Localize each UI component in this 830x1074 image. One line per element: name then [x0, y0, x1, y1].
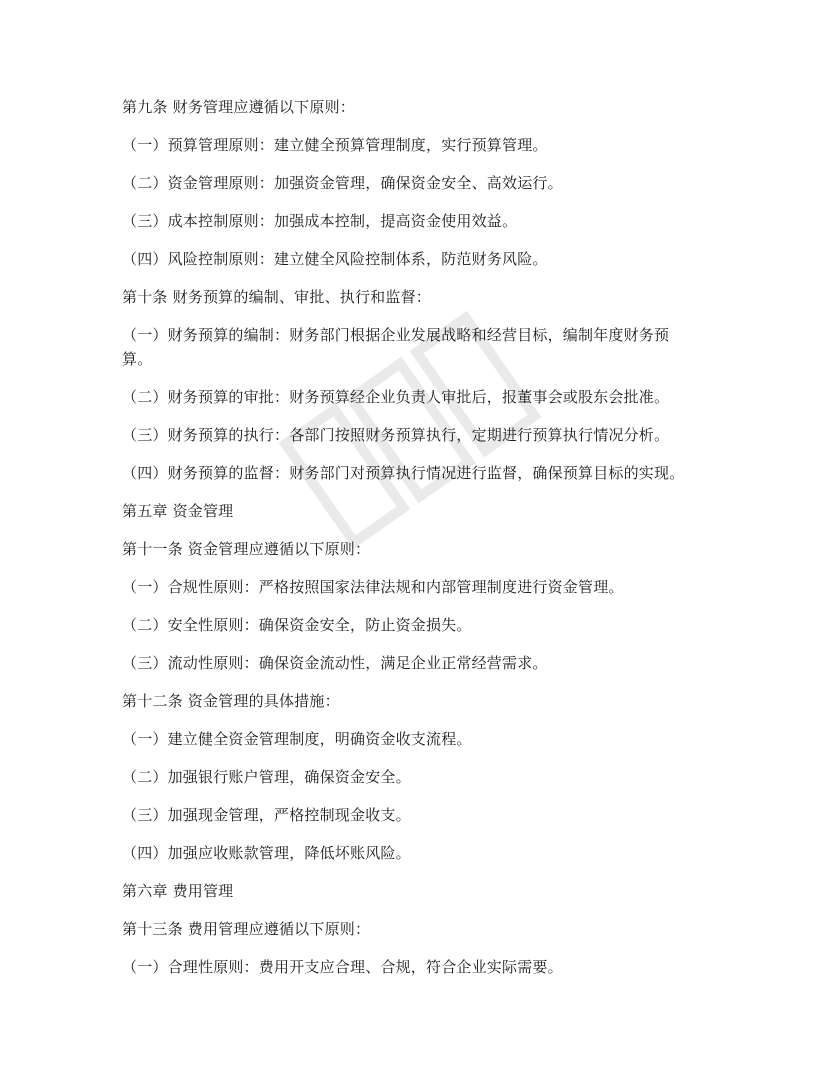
article-10-item-2: （二）财务预算的审批：财务预算经企业负责人审批后，报董事会或股东会批准。	[122, 388, 670, 406]
article-12-heading: 第十二条 资金管理的具体措施：	[122, 692, 340, 710]
chapter-5-heading: 第五章 资金管理	[122, 502, 234, 520]
article-11-item-2: （二）安全性原则：确保资金安全，防止资金损失。	[122, 616, 472, 634]
article-11-item-3: （三）流动性原则：确保资金流动性，满足企业正常经营需求。	[122, 654, 548, 672]
article-9-item-3: （三）成本控制原则：加强成本控制，提高资金使用效益。	[122, 212, 518, 230]
article-13-heading: 第十三条 费用管理应遵循以下原则：	[122, 920, 371, 938]
article-12-item-1: （一）建立健全资金管理制度，明确资金收支流程。	[122, 730, 472, 748]
article-9-item-2: （二）资金管理原则：加强资金管理，确保资金安全、高效运行。	[122, 174, 563, 192]
article-12-item-3: （三）加强现金管理，严格控制现金收支。	[122, 806, 411, 824]
chapter-6-heading: 第六章 费用管理	[122, 882, 234, 900]
article-9-item-1: （一）预算管理原则：建立健全预算管理制度，实行预算管理。	[122, 136, 548, 154]
article-10-item-1-cont: 算。	[122, 350, 153, 368]
article-10-heading: 第十条 财务预算的编制、审批、执行和监督：	[122, 288, 431, 306]
article-12-item-4: （四）加强应收账款管理，降低坏账风险。	[122, 844, 411, 862]
article-10-item-3: （三）财务预算的执行：各部门按照财务预算执行，定期进行预算执行情况分析。	[122, 426, 670, 444]
article-13-item-1: （一）合理性原则：费用开支应合理、合规，符合企业实际需要。	[122, 958, 563, 976]
article-10-item-4: （四）财务预算的监督：财务部门对预算执行情况进行监督，确保预算目标的实现。	[122, 464, 685, 482]
article-9-heading: 第九条 财务管理应遵循以下原则：	[122, 98, 355, 116]
article-9-item-4: （四）风险控制原则：建立健全风险控制体系，防范财务风险。	[122, 250, 548, 268]
article-12-item-2: （二）加强银行账户管理，确保资金安全。	[122, 768, 411, 786]
article-11-heading: 第十一条 资金管理应遵循以下原则：	[122, 540, 371, 558]
article-10-item-1: （一）财务预算的编制：财务部门根据企业发展战略和经营目标，编制年度财务预	[122, 326, 670, 344]
article-11-item-1: （一）合规性原则：严格按照国家法律法规和内部管理制度进行资金管理。	[122, 578, 624, 596]
